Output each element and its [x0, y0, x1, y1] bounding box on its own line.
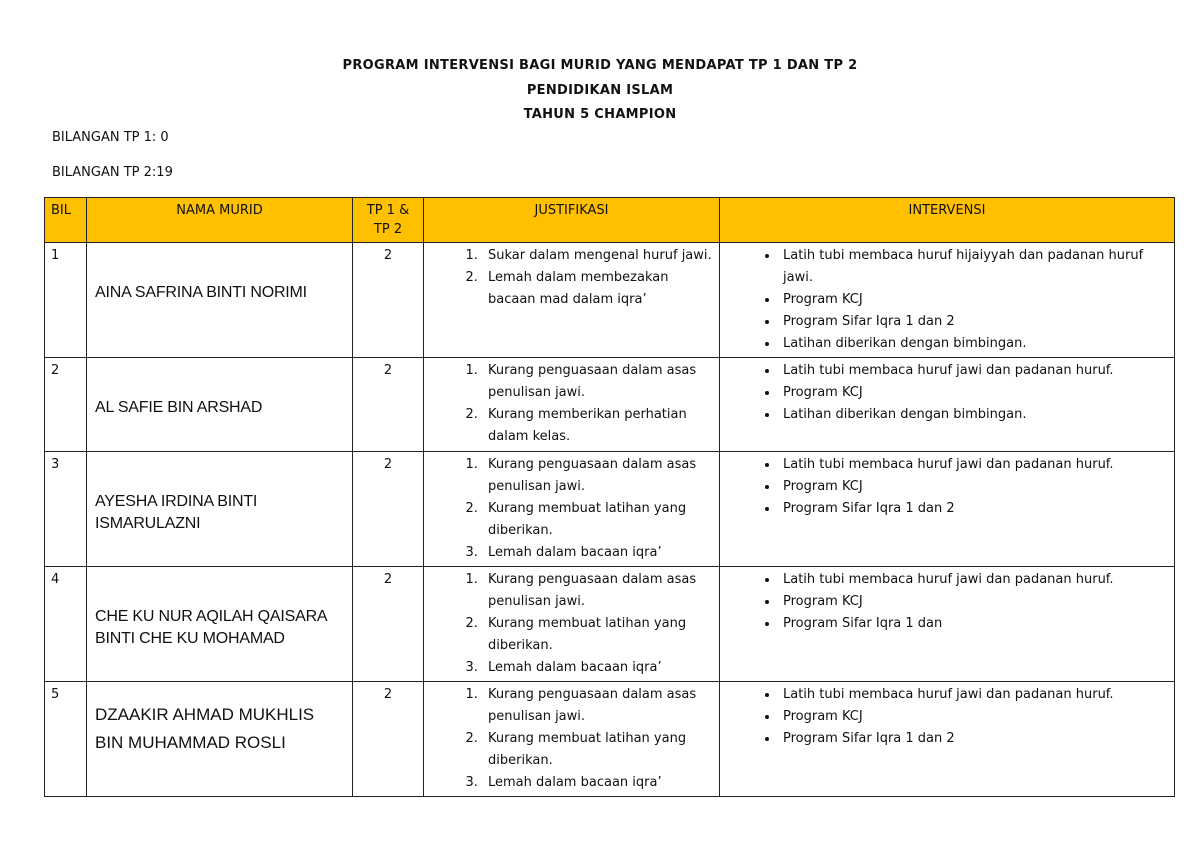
- student-name: AL SAFIE BIN ARSHAD: [95, 399, 263, 416]
- justifikasi-list: [430, 569, 713, 679]
- intervensi-list: [726, 245, 1168, 355]
- list-item: 1. Kurang penguasaan dalam asas penulisan jawi.: [482, 569, 713, 613]
- count-tp1: BILANGAN TP 1: 0: [52, 130, 169, 145]
- cell-tp: 2: [353, 567, 424, 682]
- header-tp: [353, 198, 424, 243]
- cell-bil: 5: [45, 682, 87, 797]
- list-item: 1. Kurang penguasaan dalam asas penulisan jawi.: [482, 684, 713, 728]
- cell-nama: [87, 682, 353, 797]
- justifikasi-list: [430, 360, 713, 448]
- list-item: 3. Lemah dalam bacaan iqra’: [482, 542, 713, 564]
- cell-bil: 4: [45, 567, 87, 682]
- cell-intervensi: [720, 452, 1175, 567]
- cell-tp: 2: [353, 358, 424, 452]
- document-subject: PENDIDIKAN ISLAM: [526, 82, 674, 98]
- student-name: CHE KU NUR AQILAH QAISARA BINTI CHE KU MOHAMAD: [95, 608, 327, 647]
- document-title: PROGRAM INTERVENSI BAGI MURID YANG MENDAPAT TP 1 DAN TP 2: [342, 58, 858, 73]
- header-nama: NAMA MURID: [87, 198, 353, 243]
- cell-nama: [87, 452, 353, 567]
- list-item: • Program Sifar Iqra 1 dan 2: [779, 498, 1168, 520]
- document-class: TAHUN 5 CHAMPION: [523, 107, 677, 122]
- cell-tp: 2: [353, 682, 424, 797]
- list-item: • Latihan diberikan dengan bimbingan.: [779, 333, 1168, 355]
- cell-tp: 2: [353, 243, 424, 358]
- cell-intervensi: [720, 567, 1175, 682]
- cell-justifikasi: [424, 358, 720, 452]
- intervensi-list: [726, 684, 1168, 750]
- table-row: [45, 243, 1175, 358]
- justifikasi-list: [430, 684, 713, 794]
- list-item: • Program Sifar Iqra 1 dan: [779, 613, 1168, 635]
- table-row: [45, 567, 1175, 682]
- document-header: [0, 54, 1200, 128]
- list-item: • Program Sifar Iqra 1 dan 2: [779, 311, 1168, 333]
- header-intervensi: INTERVENSI: [720, 198, 1175, 243]
- header-justifikasi: JUSTIFIKASI: [424, 198, 720, 243]
- cell-nama: [87, 243, 353, 358]
- list-item: • Program Sifar Iqra 1 dan 2: [779, 728, 1168, 750]
- cell-intervensi: [720, 358, 1175, 452]
- cell-bil: 3: [45, 452, 87, 567]
- header-bil: BIL: [45, 198, 87, 243]
- table-row: [45, 682, 1175, 797]
- cell-bil: 1: [45, 243, 87, 358]
- justifikasi-list: [430, 454, 713, 564]
- student-name: AYESHA IRDINA BINTI ISMARULAZNI: [95, 493, 258, 532]
- list-item: • Latih tubi membaca huruf jawi dan padanan huruf.: [779, 684, 1168, 706]
- list-item: • Latihan diberikan dengan bimbingan.: [779, 404, 1168, 426]
- count-tp2: BILANGAN TP 2:19: [52, 165, 173, 180]
- cell-justifikasi: [424, 567, 720, 682]
- list-item: 1. Kurang penguasaan dalam asas penulisan jawi.: [482, 360, 713, 404]
- cell-nama: [87, 567, 353, 682]
- cell-nama: [87, 358, 353, 452]
- list-item: • Program KCJ: [779, 591, 1168, 613]
- list-item: • Latih tubi membaca huruf jawi dan padanan huruf.: [779, 454, 1168, 476]
- intervention-table: [44, 197, 1175, 797]
- intervensi-list: [726, 569, 1168, 635]
- list-item: 2. Kurang membuat latihan yang diberikan.: [482, 613, 713, 657]
- list-item: 1. Kurang penguasaan dalam asas penulisan jawi.: [482, 454, 713, 498]
- cell-justifikasi: [424, 243, 720, 358]
- list-item: • Latih tubi membaca huruf hijaiyyah dan padanan huruf jawi.: [779, 245, 1168, 289]
- student-name: AINA SAFRINA BINTI NORIMI: [95, 284, 307, 301]
- table-row: [45, 358, 1175, 452]
- student-name: DZAAKIR AHMAD MUKHLIS BIN MUHAMMAD ROSLI: [95, 705, 315, 752]
- list-item: • Latih tubi membaca huruf jawi dan padanan huruf.: [779, 569, 1168, 591]
- list-item: 3. Lemah dalam bacaan iqra’: [482, 772, 713, 794]
- justifikasi-list: [430, 245, 713, 311]
- cell-intervensi: [720, 682, 1175, 797]
- list-item: 3. Lemah dalam bacaan iqra’: [482, 657, 713, 679]
- table-row: [45, 452, 1175, 567]
- header-tp-line2: TP 2: [373, 222, 403, 237]
- cell-intervensi: [720, 243, 1175, 358]
- list-item: • Program KCJ: [779, 382, 1168, 404]
- cell-justifikasi: [424, 452, 720, 567]
- list-item: 2. Kurang memberikan perhatian dalam kelas.: [482, 404, 713, 448]
- list-item: • Program KCJ: [779, 476, 1168, 498]
- cell-justifikasi: [424, 682, 720, 797]
- list-item: 1. Sukar dalam mengenal huruf jawi.: [482, 245, 713, 267]
- list-item: • Program KCJ: [779, 706, 1168, 728]
- list-item: 2. Kurang membuat latihan yang diberikan.: [482, 728, 713, 772]
- list-item: • Latih tubi membaca huruf jawi dan padanan huruf.: [779, 360, 1168, 382]
- list-item: • Program KCJ: [779, 289, 1168, 311]
- header-tp-line1: TP 1 &: [366, 203, 410, 218]
- list-item: 2. Lemah dalam membezakan bacaan mad dalam iqra’: [482, 267, 713, 311]
- cell-tp: 2: [353, 452, 424, 567]
- table-header-row: [45, 198, 1175, 243]
- intervensi-list: [726, 360, 1168, 426]
- cell-bil: 2: [45, 358, 87, 452]
- list-item: 2. Kurang membuat latihan yang diberikan.: [482, 498, 713, 542]
- intervensi-list: [726, 454, 1168, 520]
